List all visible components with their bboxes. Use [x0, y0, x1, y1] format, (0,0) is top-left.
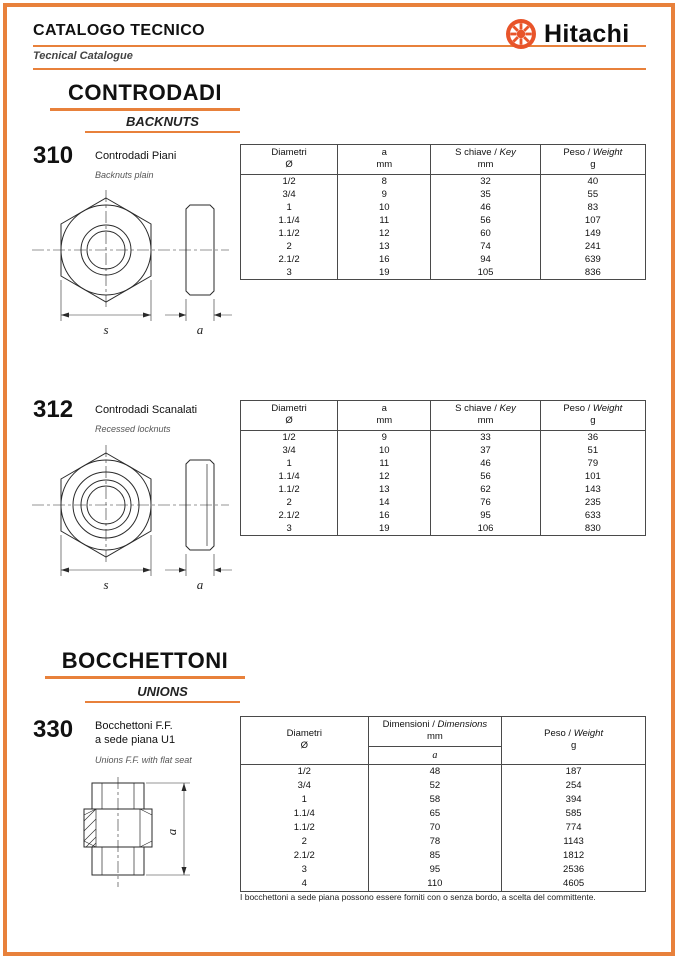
brand-name: Hitachi — [544, 19, 630, 48]
table-cell: 16 — [338, 509, 431, 522]
table-cell: 36 — [540, 430, 645, 444]
table-row — [241, 240, 646, 253]
item-title-312: Controdadi Scanalati — [95, 404, 198, 416]
item-title-330-line2: a sede piana U1 — [95, 734, 176, 746]
table-cell: 830 — [540, 522, 645, 536]
table-row — [241, 483, 646, 496]
section-title-controdadi: CONTRODADI — [50, 80, 240, 111]
item-subtitle-312: Recessed locknuts — [95, 424, 171, 434]
table-row — [241, 835, 646, 849]
page-title: CATALOGO TECNICO — [33, 22, 206, 39]
table-cell: 85 — [368, 849, 502, 863]
dimension-a-label: a — [196, 577, 204, 592]
table-cell: 65 — [368, 807, 502, 821]
table-cell: 40 — [540, 174, 645, 188]
column-header-peso: Peso / Weight g — [540, 145, 645, 175]
table-cell: 3 — [241, 863, 369, 877]
table-cell: 1/2 — [241, 174, 338, 188]
section-title-bocchettoni: BOCCHETTONI — [45, 648, 245, 679]
table-cell: 254 — [502, 779, 646, 793]
table-cell: 46 — [431, 201, 540, 214]
table-cell: 2.1/2 — [241, 253, 338, 266]
dimension-s-label: s — [103, 577, 109, 592]
dimension-s-label: s — [103, 322, 109, 337]
column-header-a: a mm — [338, 145, 431, 175]
column-header-peso: Peso / Weight g — [540, 401, 645, 431]
table-cell: 143 — [540, 483, 645, 496]
table-cell: 2 — [241, 240, 338, 253]
table-row — [241, 877, 646, 892]
table-cell: 4605 — [502, 877, 646, 892]
table-cell: 1 — [241, 793, 369, 807]
table-row — [241, 201, 646, 214]
brand-logo — [505, 18, 629, 50]
table-cell: 2 — [241, 835, 369, 849]
table-cell: 9 — [338, 430, 431, 444]
table-row — [241, 430, 646, 444]
header-rule-bottom — [33, 68, 646, 70]
column-header-chiave: S chiave / Key mm — [431, 145, 540, 175]
table-cell: 1143 — [502, 835, 646, 849]
dimension-a-label: a — [164, 828, 179, 836]
table-cell: 62 — [431, 483, 540, 496]
table-cell: 101 — [540, 470, 645, 483]
table-cell: 9 — [338, 188, 431, 201]
table-cell: 1 — [241, 201, 338, 214]
table-row — [241, 188, 646, 201]
table-cell: 149 — [540, 227, 645, 240]
table-cell: 106 — [431, 522, 540, 536]
footer-note: I bocchettoni a sede piana possono essere forniti con o senza bordo, a scelta del committente. — [240, 892, 596, 902]
table-row — [241, 457, 646, 470]
table-row — [241, 227, 646, 240]
table-cell: 2536 — [502, 863, 646, 877]
section-subtitle-unions: UNIONS — [85, 684, 240, 703]
item-subtitle-310: Backnuts plain — [95, 170, 154, 180]
table-cell: 46 — [431, 457, 540, 470]
table-cell: 56 — [431, 214, 540, 227]
table-cell: 3 — [241, 266, 338, 280]
table-cell: 60 — [431, 227, 540, 240]
table-cell: 1.1/4 — [241, 470, 338, 483]
table-cell: 3/4 — [241, 188, 338, 201]
table-row — [241, 764, 646, 779]
table-row — [241, 509, 646, 522]
table-row — [241, 214, 646, 227]
table-row — [241, 807, 646, 821]
table-cell: 1/2 — [241, 764, 369, 779]
table-cell: 10 — [338, 201, 431, 214]
table-row — [241, 253, 646, 266]
table-cell: 78 — [368, 835, 502, 849]
table-cell: 639 — [540, 253, 645, 266]
table-cell: 107 — [540, 214, 645, 227]
table-cell: 12 — [338, 470, 431, 483]
table-cell: 1.1/4 — [241, 807, 369, 821]
table-row — [241, 470, 646, 483]
table-row — [241, 496, 646, 509]
table-cell: 13 — [338, 483, 431, 496]
page-subtitle: Tecnical Catalogue — [33, 50, 133, 62]
item-title-330-line1: Bocchettoni F.F. — [95, 720, 173, 732]
table-cell: 105 — [431, 266, 540, 280]
table-cell: 774 — [502, 821, 646, 835]
table-cell: 836 — [540, 266, 645, 280]
table-cell: 394 — [502, 793, 646, 807]
table-cell: 70 — [368, 821, 502, 835]
table-cell: 11 — [338, 457, 431, 470]
table-cell: 1.1/2 — [241, 821, 369, 835]
table-cell: 3/4 — [241, 444, 338, 457]
table-cell: 12 — [338, 227, 431, 240]
item-subtitle-330: Unions F.F. with flat seat — [95, 755, 192, 765]
table-cell: 110 — [368, 877, 502, 892]
table-cell: 8 — [338, 174, 431, 188]
column-header-diametri: Diametri Ø — [241, 401, 338, 431]
table-cell: 2.1/2 — [241, 849, 369, 863]
table-row — [241, 821, 646, 835]
item-code-312: 312 — [33, 396, 74, 423]
column-header-diametri: Diametri Ø — [241, 717, 369, 765]
table-cell: 4 — [241, 877, 369, 892]
table-cell: 1.1/2 — [241, 483, 338, 496]
table-cell: 1 — [241, 457, 338, 470]
table-row — [241, 266, 646, 280]
table-cell: 74 — [431, 240, 540, 253]
recessed-locknut-diagram — [28, 443, 233, 593]
column-header-a: a mm — [338, 401, 431, 431]
backnut-plain-diagram — [28, 188, 233, 338]
table-cell: 79 — [540, 457, 645, 470]
table-cell: 95 — [431, 509, 540, 522]
union-diagram — [48, 775, 218, 890]
table-cell: 1/2 — [241, 430, 338, 444]
table-cell: 235 — [540, 496, 645, 509]
table-row — [241, 863, 646, 877]
table-cell: 2.1/2 — [241, 509, 338, 522]
table-cell: 56 — [431, 470, 540, 483]
table-cell: 14 — [338, 496, 431, 509]
table-310 — [240, 144, 646, 280]
table-cell: 1812 — [502, 849, 646, 863]
table-cell: 11 — [338, 214, 431, 227]
table-row — [241, 849, 646, 863]
section-subtitle-backnuts: BACKNUTS — [85, 114, 240, 133]
hatching — [84, 809, 96, 847]
table-cell: 95 — [368, 863, 502, 877]
table-cell: 37 — [431, 444, 540, 457]
table-312 — [240, 400, 646, 536]
table-cell: 33 — [431, 430, 540, 444]
table-cell: 76 — [431, 496, 540, 509]
item-title-310: Controdadi Piani — [95, 150, 177, 162]
table-cell: 16 — [338, 253, 431, 266]
table-cell: 32 — [431, 174, 540, 188]
table-cell: 51 — [540, 444, 645, 457]
table-row — [241, 779, 646, 793]
table-cell: 19 — [338, 266, 431, 280]
column-header-chiave: S chiave / Key mm — [431, 401, 540, 431]
table-cell: 633 — [540, 509, 645, 522]
table-cell: 2 — [241, 496, 338, 509]
table-cell: 3/4 — [241, 779, 369, 793]
table-cell: 58 — [368, 793, 502, 807]
table-cell: 241 — [540, 240, 645, 253]
column-header-diametri: Diametri Ø — [241, 145, 338, 175]
table-cell: 52 — [368, 779, 502, 793]
column-subheader-a: a — [368, 746, 502, 764]
table-cell: 3 — [241, 522, 338, 536]
column-header-peso: Peso / Weight g — [502, 717, 646, 765]
table-row — [241, 793, 646, 807]
table-row — [241, 522, 646, 536]
table-cell: 1.1/4 — [241, 214, 338, 227]
table-cell: 94 — [431, 253, 540, 266]
table-cell: 1.1/2 — [241, 227, 338, 240]
table-cell: 55 — [540, 188, 645, 201]
table-row — [241, 174, 646, 188]
table-row — [241, 444, 646, 457]
table-330 — [240, 716, 646, 892]
table-cell: 19 — [338, 522, 431, 536]
table-cell: 48 — [368, 764, 502, 779]
item-code-330: 330 — [33, 716, 74, 743]
table-cell: 187 — [502, 764, 646, 779]
table-cell: 13 — [338, 240, 431, 253]
table-cell: 35 — [431, 188, 540, 201]
table-cell: 585 — [502, 807, 646, 821]
dimension-a-label: a — [196, 322, 204, 337]
table-cell: 83 — [540, 201, 645, 214]
table-cell: 10 — [338, 444, 431, 457]
item-code-310: 310 — [33, 142, 74, 169]
hitachi-logo-icon — [505, 18, 537, 50]
column-header-dimensioni: Dimensioni / Dimensions mm — [368, 717, 502, 747]
